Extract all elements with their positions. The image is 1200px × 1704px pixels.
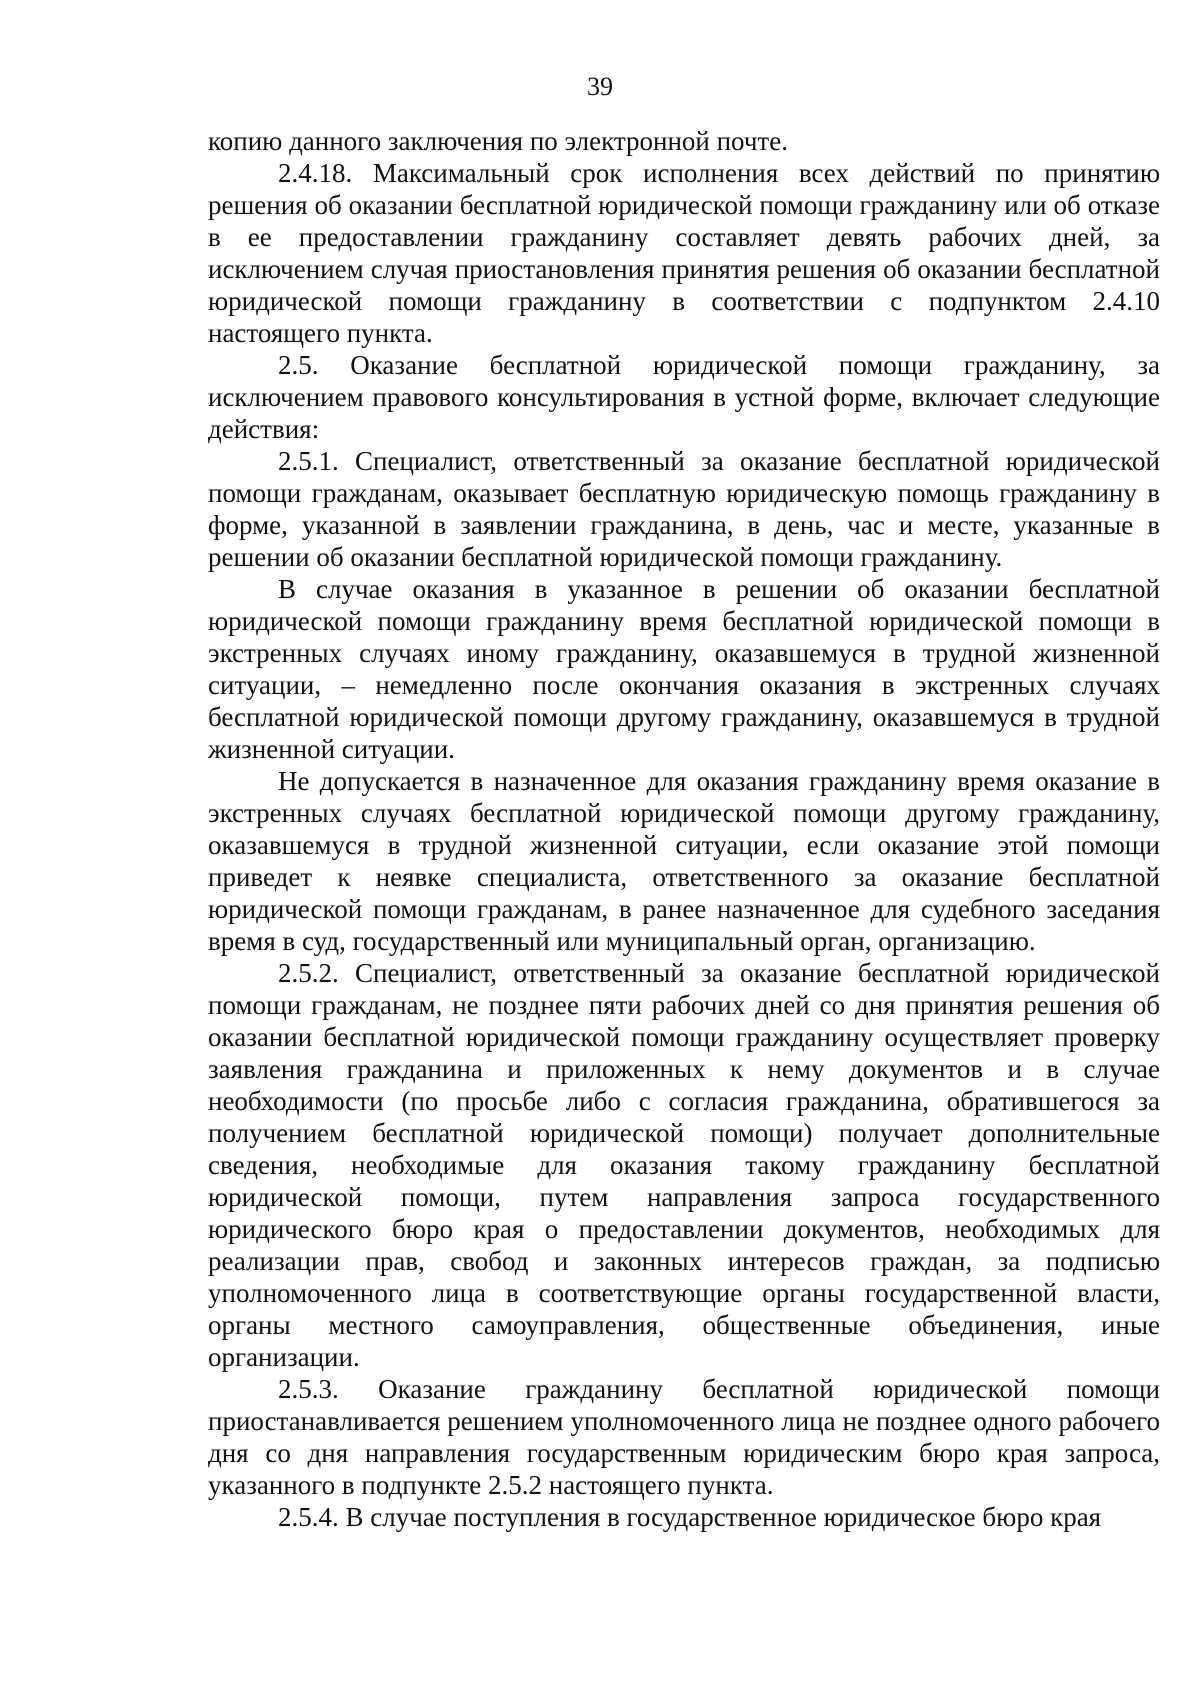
paragraph: 2.5.3. Оказание гражданину бесплатной юридической помощи приостанавливается решением уполномоченного лица не позднее одного рабочего дня со дня направления государственным юридическим бюро края запроса, указанного в подпункте 2.5.2 настоящего пункта. bbox=[208, 1374, 1160, 1500]
paragraph: 2.5.2. Специалист, ответственный за оказание бесплатной юридической помощи гражданам, не позднее пяти рабочих дней со дня принятия решения об оказании бесплатной юридической помощи гражданину осуществляет проверку заявления гражданина и приложенных к нему документов и в случае необходимости (по просьбе либо с согласия гражданина, обратившегося за получением бесплатной юридической помощи) получает дополнительные сведения, необходимые для оказания такому гражданину бесплатной юридической помощи, путем направления запроса государственного юридического бюро края о предоставлении документов, необходимых для реализации прав, свобод и законных интересов граждан, за подписью уполномоченного лица в соответствующие органы государственной власти, органы местного самоуправления, общественные объединения, иные организации. bbox=[208, 958, 1160, 1372]
paragraph: 2.5. Оказание бесплатной юридической помощи гражданину, за исключением правового консультирования в устной форме, включает следующие действия: bbox=[208, 350, 1160, 444]
paragraph: 2.5.1. Специалист, ответственный за оказание бесплатной юридической помощи гражданам, оказывает бесплатную юридическую помощь гражданину в форме, указанной в заявлении гражданина, в день, час и месте, указанные в решении об оказании бесплатной юридической помощи гражданину. bbox=[208, 446, 1160, 572]
paragraph: В случае оказания в указанное в решении об оказании бесплатной юридической помощи гражданину время бесплатной юридической помощи в экстренных случаях иному гражданину, оказавшемуся в трудной жизненной ситуации, – немедленно после окончания оказания в экстренных случаях бесплатной юридической помощи другому гражданину, оказавшемуся в трудной жизненной ситуации. bbox=[208, 574, 1160, 764]
paragraph: Не допускается в назначенное для оказания гражданину время оказание в экстренных случаях бесплатной юридической помощи другому гражданину, оказавшемуся в трудной жизненной ситуации, если оказание этой помощи приведет к неявке специалиста, ответственного за оказание бесплатной юридической помощи гражданам, в ранее назначенное для судебного заседания время в суд, государственный или муниципальный орган, организацию. bbox=[208, 766, 1160, 956]
document-body bbox=[208, 125, 1160, 1533]
paragraph: 2.4.18. Максимальный срок исполнения всех действий по принятию решения об оказании бесплатной юридической помощи гражданину или об отказе в ее предоставлении гражданину составляет девять рабочих дней, за исключением случая приостановления принятия решения об оказании бесплатной юридической помощи гражданину в соответствии с подпунктом 2.4.10 настоящего пункта. bbox=[208, 158, 1160, 348]
page-number: 39 bbox=[587, 72, 613, 101]
paragraph: 2.5.4. В случае поступления в государственное юридическое бюро края bbox=[278, 1502, 1102, 1532]
paragraph: копию данного заключения по электронной почте. bbox=[208, 126, 788, 156]
